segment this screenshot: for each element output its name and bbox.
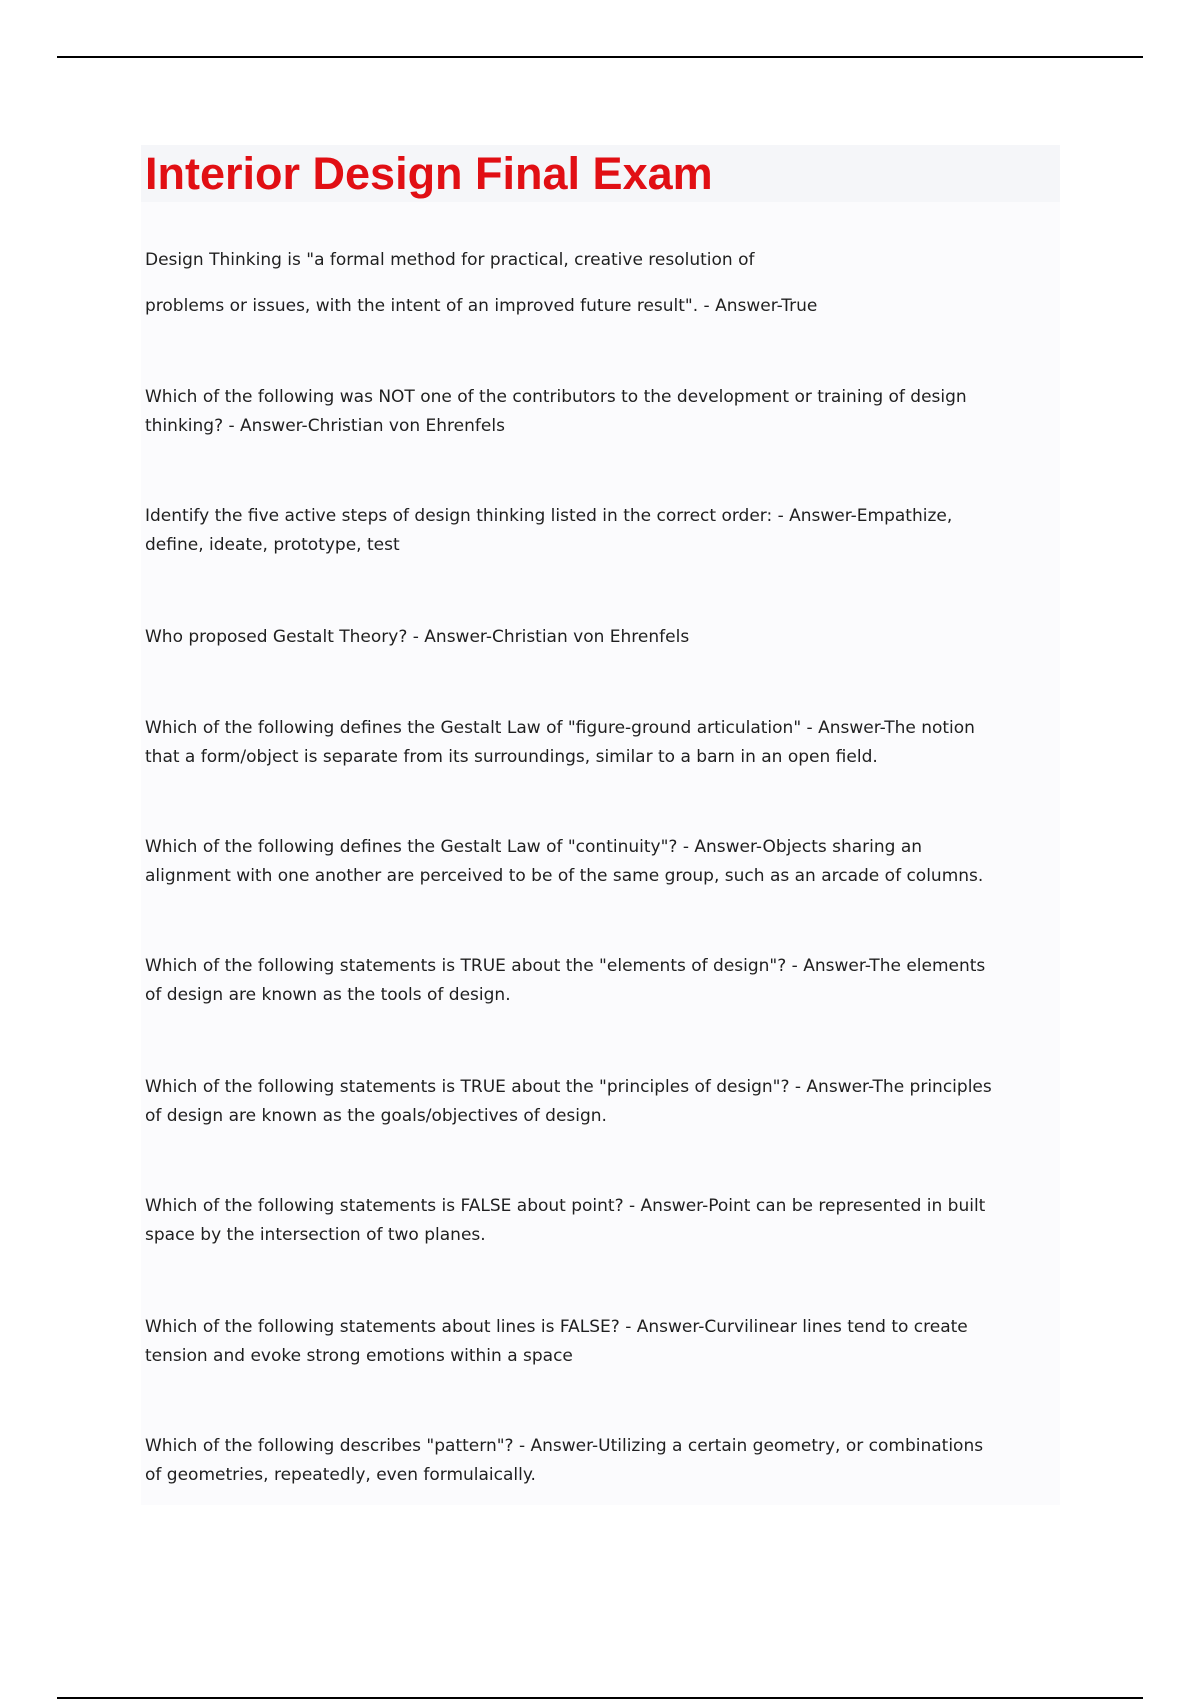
qa-line: Identify the five active steps of design thinking listed in the correct order: - Answer-Empathize, — [145, 506, 953, 526]
qa-item — [145, 246, 1060, 321]
qa-item — [145, 383, 1060, 441]
qa-line: alignment with one another are perceived to be of the same group, such as an arcade of columns. — [145, 866, 984, 886]
qa-item — [145, 1313, 1060, 1371]
qa-line: Design Thinking is "a formal method for practical, creative resolution of — [145, 250, 755, 270]
bottom-rule — [57, 1697, 1143, 1699]
qa-line: tension and evoke strong emotions within a space — [145, 1346, 573, 1366]
qa-item — [145, 833, 1060, 891]
content-panel — [141, 145, 1060, 1505]
qa-item — [145, 1073, 1060, 1131]
qa-line: Which of the following statements is TRUE about the "elements of design"? - Answer-The elements — [145, 956, 986, 976]
qa-item — [145, 1432, 1060, 1490]
qa-line: of design are known as the goals/objectives of design. — [145, 1106, 607, 1126]
qa-line: Which of the following statements is FALSE about point? - Answer-Point can be represented in built — [145, 1196, 986, 1216]
qa-line: Who proposed Gestalt Theory? - Answer-Christian von Ehrenfels — [145, 627, 690, 647]
qa-line: problems or issues, with the intent of an improved future result". - Answer-True — [145, 296, 818, 316]
top-rule — [57, 56, 1143, 58]
qa-line: space by the intersection of two planes. — [145, 1225, 486, 1245]
qa-line: of geometries, repeatedly, even formulaically. — [145, 1465, 536, 1485]
page-title: Interior Design Final Exam — [145, 148, 713, 199]
qa-line: Which of the following defines the Gestalt Law of "figure-ground articulation" - Answer-The notion — [145, 718, 975, 738]
qa-line: Which of the following defines the Gestalt Law of "continuity"? - Answer-Objects sharing an — [145, 837, 923, 857]
qa-item — [145, 714, 1060, 772]
qa-item — [145, 952, 1060, 1010]
qa-line: Which of the following statements is TRUE about the "principles of design"? - Answer-The principles — [145, 1077, 992, 1097]
qa-line: of design are known as the tools of design. — [145, 985, 511, 1005]
qa-line: that a form/object is separate from its surroundings, similar to a barn in an open field. — [145, 747, 878, 767]
qa-line: define, ideate, prototype, test — [145, 535, 400, 555]
qa-line: thinking? - Answer-Christian von Ehrenfels — [145, 416, 505, 436]
qa-item — [145, 623, 1060, 652]
qa-line: Which of the following describes "pattern"? - Answer-Utilizing a certain geometry, or combinations — [145, 1436, 984, 1456]
qa-item — [145, 1192, 1060, 1250]
qa-item — [145, 502, 1060, 560]
qa-line: Which of the following statements about lines is FALSE? - Answer-Curvilinear lines tend to create — [145, 1317, 968, 1337]
qa-line: Which of the following was NOT one of the contributors to the development or training of design — [145, 387, 967, 407]
